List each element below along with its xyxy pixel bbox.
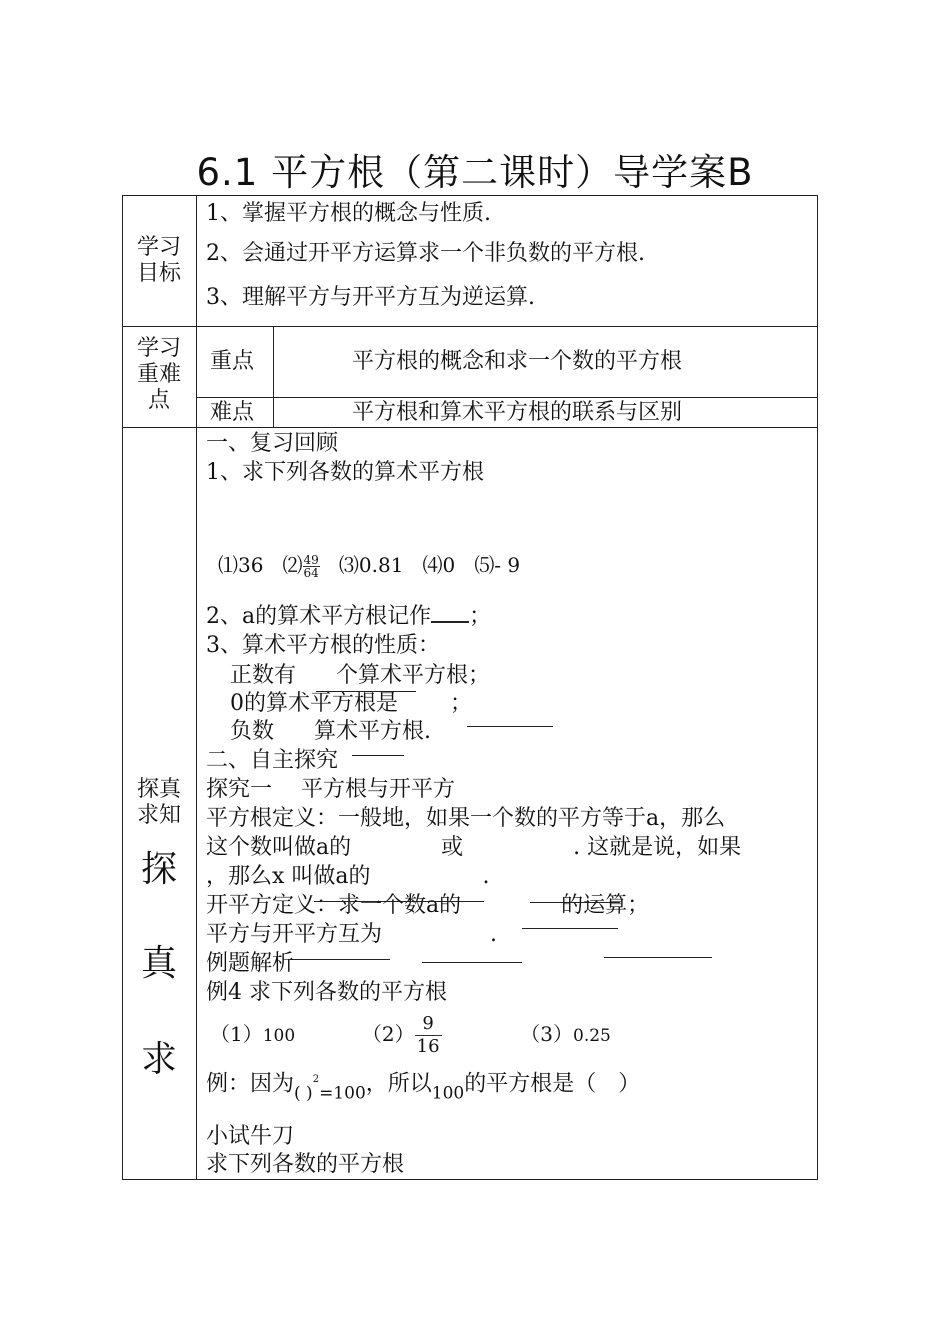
question-2: 2、a的算术平方根记作 ；	[206, 604, 492, 629]
example-4-items: （1）100 （2） $\frac{9}{16}$ （3）0.25	[210, 1013, 611, 1057]
practice-question: 求下列各数的平方根	[206, 1152, 405, 1177]
question-3: 3、算术平方根的性质：	[206, 633, 440, 658]
key-point-text: 平方根的概念和求一个数的平方根	[352, 349, 683, 374]
goal-item: 2、会通过开平方运算求一个非负数的平方根.	[206, 241, 645, 266]
property-3: 负数 算术平方根.	[230, 719, 432, 744]
property-2: 0的算术平方根是 ；	[230, 691, 473, 716]
goals-label: 学习 目标	[136, 235, 181, 286]
definition-line-2: 这个数叫做a的 或 . 这就是说，如果	[206, 835, 742, 860]
definition-line-1: 平方根定义：一般地，如果一个数的平方等于a，那么	[206, 806, 726, 831]
goal-item: 3、理解平方与开平方互为逆运算.	[206, 285, 535, 310]
review-title: 一、复习回顾	[206, 431, 339, 456]
key-point-label: 重点	[210, 349, 255, 374]
hard-point-label: 难点	[210, 400, 255, 425]
explore-label: 探真 求知	[136, 777, 181, 828]
example-line: 例：因为$_{( )}^2_{=100}$，所以$_{100}$的平方根是（ ）	[206, 1071, 641, 1104]
fraction-9-16: $\frac{9}{16}$	[416, 1013, 440, 1057]
difficulty-label: 学习 重难 点	[136, 336, 181, 413]
fraction-49-64: $\frac{49}{64}$	[303, 553, 319, 580]
question-1: 1、求下列各数的算术平方根	[206, 460, 484, 485]
big-char: 真	[140, 943, 177, 984]
practice-title: 小试牛刀	[206, 1124, 295, 1149]
definition-open-root: 开平方定义：求一个数a的 的运算；	[206, 893, 650, 918]
example-4: 例4 求下列各数的平方根	[206, 980, 447, 1005]
question-1-items: ⑴36 ⑵ $\frac{49}{64}$ ⑶0.81 ⑷0 ⑸- 9	[218, 553, 521, 580]
lesson-table	[122, 195, 818, 1180]
hard-point-text: 平方根和算术平方根的联系与区别	[352, 400, 683, 425]
property-1: 正数有 个算术平方根；	[230, 663, 491, 688]
big-char: 求	[140, 1039, 177, 1080]
self-study-title: 二、自主探究	[206, 748, 339, 773]
inquiry-1: 探究一 平方根与开平方	[206, 777, 455, 802]
example-header: 例题解析	[206, 951, 295, 976]
definition-inverse: 平方与开平方互为 .	[206, 922, 498, 947]
goal-item: 1、掌握平方根的概念与性质.	[206, 201, 491, 226]
definition-line-3: ，那么x 叫做a的 .	[206, 864, 490, 889]
page-title: 6.1 平方根（第二课时）导学案B	[196, 151, 754, 194]
big-char: 探	[140, 849, 177, 890]
